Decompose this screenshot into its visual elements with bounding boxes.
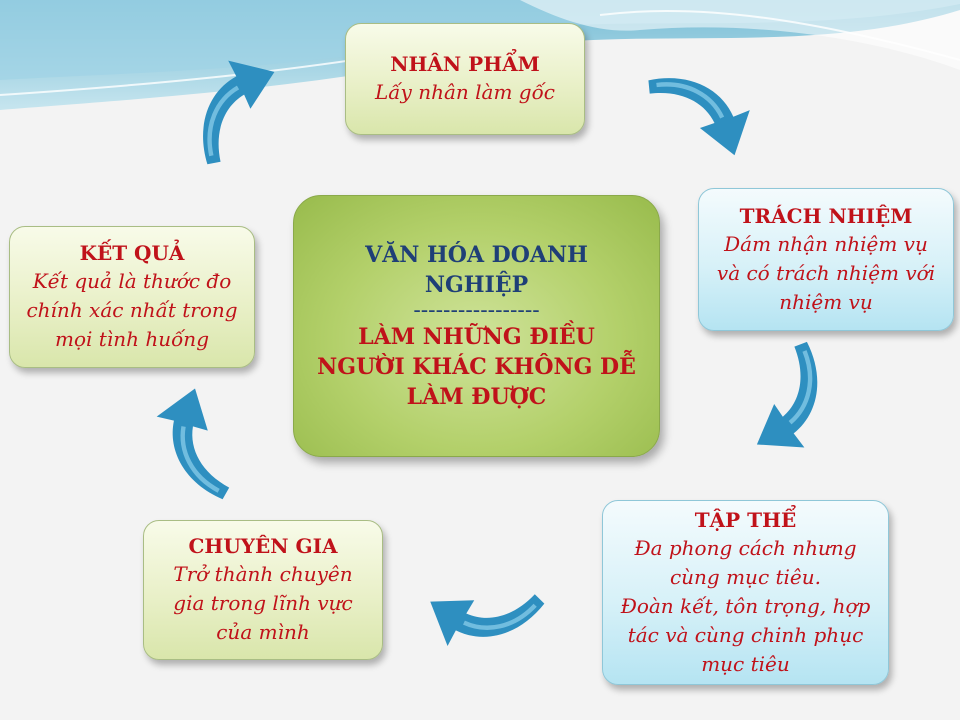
node-desc: Kết quả là thước đo chính xác nhất trong mọi tình huống bbox=[26, 269, 238, 351]
node-trach-nhiem bbox=[698, 188, 954, 331]
node-desc: Đa phong cách nhưng cùng mục tiêu. Đoàn kết, tôn trọng, hợp tác và cùng chinh phục mục tiêu bbox=[620, 535, 871, 676]
node-chuyen-gia bbox=[143, 520, 383, 660]
curved-arrow-icon bbox=[735, 350, 845, 460]
node-title: TRÁCH NHIỆM bbox=[739, 203, 913, 228]
node-desc: Lấy nhân làm gốc bbox=[375, 80, 555, 104]
curved-arrow-icon bbox=[425, 560, 535, 670]
curved-arrow-icon bbox=[140, 385, 250, 495]
node-title: CHUYÊN GIA bbox=[188, 534, 338, 558]
center-body: LÀM NHỮNG ĐIỀU NGƯỜI KHÁC KHÔNG DỄ LÀM ĐƯỢC bbox=[317, 324, 636, 410]
node-desc: Trở thành chuyên gia trong lĩnh vực của mình bbox=[173, 562, 353, 644]
node-ket-qua bbox=[9, 226, 255, 368]
node-tap-the bbox=[602, 500, 889, 685]
node-title: KẾT QUẢ bbox=[79, 241, 185, 265]
center-heading: VĂN HÓA DOANH NGHIỆP bbox=[365, 242, 588, 298]
node-nhan-pham bbox=[345, 23, 585, 135]
node-title: NHÂN PHẨM bbox=[390, 52, 540, 76]
curved-arrow-icon bbox=[650, 58, 760, 168]
node-desc: Dám nhận nhiệm vụ và có trách nhiệm với nhiệm vụ bbox=[716, 231, 936, 314]
center-core-box bbox=[293, 195, 660, 457]
center-separator: ----------------- bbox=[413, 298, 540, 323]
node-title: TẬP THỂ bbox=[694, 507, 797, 532]
curved-arrow-icon bbox=[180, 50, 290, 160]
